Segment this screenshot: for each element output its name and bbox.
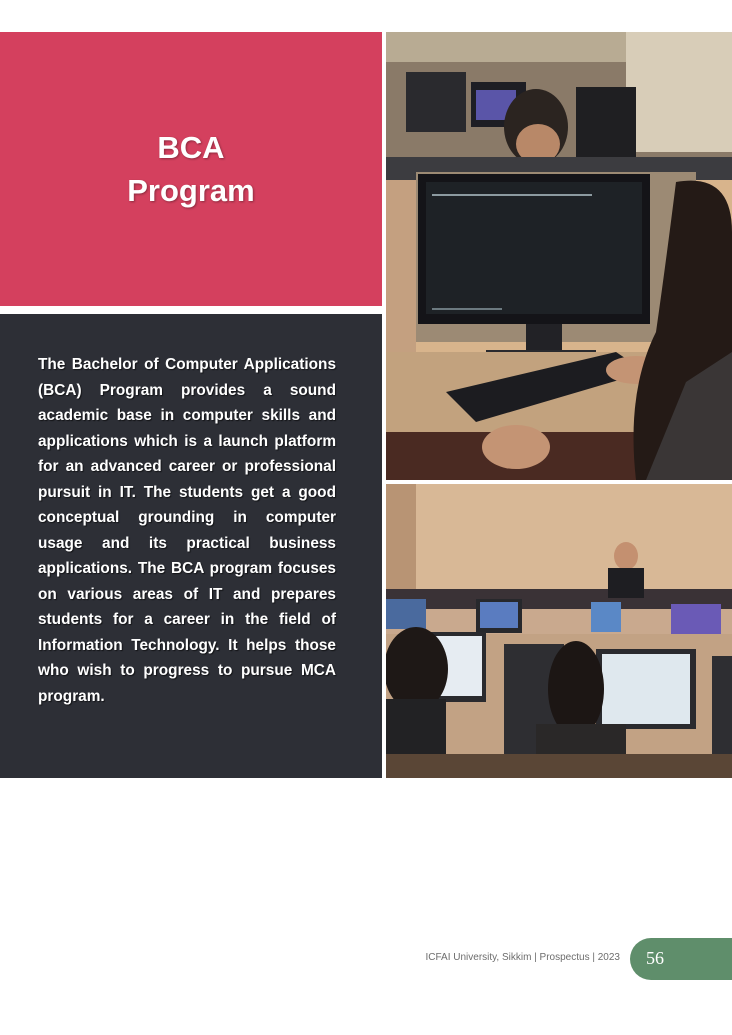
computer-lab-photo-bottom (386, 484, 732, 778)
title-line-1: BCA (157, 130, 225, 165)
description-block (0, 314, 382, 778)
program-description: The Bachelor of Computer Applications (BCA) Program provides a sound academic base in computer skills and applications which is a launch platform for an advanced career or professional pursuit in IT. The students get a good conceptual grounding in computer usage and its practical business applications. The BCA program focuses on various areas of IT and prepares students for a career in the field of Information Technology. It helps those who wish to progress to pursue MCA program. (38, 356, 336, 705)
photo-illustration-top (386, 32, 732, 480)
title-line-2: Program (127, 173, 255, 208)
page-number: 56 (646, 948, 664, 968)
computer-lab-photo-top (386, 32, 732, 480)
title-block (0, 32, 382, 306)
photo-illustration-bottom (386, 484, 732, 778)
page-number-badge (630, 938, 732, 980)
footer-text: ICFAI University, Sikkim | Prospectus | 2023 (425, 952, 620, 963)
